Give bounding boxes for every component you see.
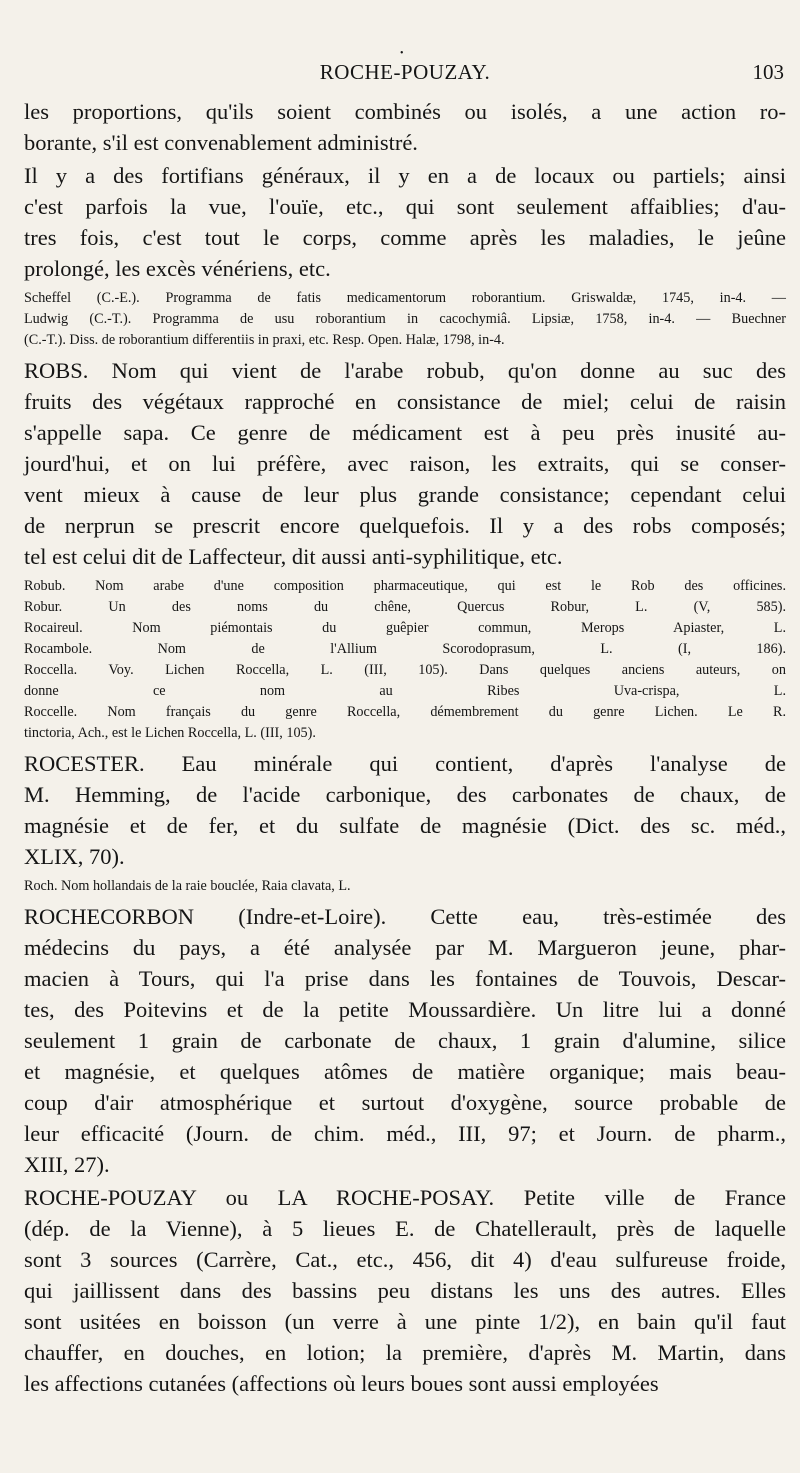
text-line: c'est parfois la vue, l'ouïe, etc., qui sont seulement affaiblies; d'au-	[24, 194, 786, 219]
text-line: ROCHECORBON (Indre-et-Loire). Cette eau, très-estimée des	[24, 904, 786, 929]
text-line: Roch. Nom hollandais de la raie bouclée, Raia clavata, L.	[24, 878, 351, 894]
page-header	[24, 48, 786, 90]
text-line: Robub. Nom arabe d'une composition pharmaceutique, qui est le Rob des officines.	[24, 578, 786, 594]
text-line: les affections cutanées (affections où leurs boues sont aussi employées	[24, 1371, 659, 1396]
text-line: sont usitées en boisson (un verre à une pinte 1/2), en bain qu'il faut	[24, 1309, 786, 1334]
page-number: 103	[752, 60, 784, 84]
text-line: ROCHE-POUZAY ou LA ROCHE-POSAY. Petite ville de France	[24, 1185, 786, 1210]
text-line: M. Hemming, de l'acide carbonique, des carbonates de chaux, de	[24, 782, 786, 807]
text-line: ROBS. Nom qui vient de l'arabe robub, qu'on donne au suc des	[24, 358, 786, 383]
text-line: tel est celui dit de Laffecteur, dit aussi anti-syphilitique, etc.	[24, 544, 563, 569]
text-line: s'appelle sapa. Ce genre de médicament est à peu près inusité au-	[24, 420, 786, 445]
text-line: Rocambole. Nom de l'Allium Scorodoprasum, L. (I, 186).	[24, 641, 786, 657]
text-line: tinctoria, Ach., est le Lichen Roccella, L. (III, 105).	[24, 725, 316, 741]
text-line: Ludwig (C.-T.). Programma de usu roborantium in cacochymiâ. Lipsiæ, 1758, in-4. — Buechner	[24, 311, 786, 327]
text-line: Roccella. Voy. Lichen Roccella, L. (III, 105). Dans quelques anciens auteurs, on	[24, 662, 786, 678]
text-line: Robur. Un des noms du chêne, Quercus Robur, L. (V, 585).	[24, 599, 786, 615]
text-line: macien à Tours, qui l'a prise dans les fontaines de Touvois, Descar-	[24, 966, 786, 991]
running-title: ROCHE-POUZAY.	[319, 60, 491, 84]
text-line: vent mieux à cause de leur plus grande consistance; cependant celui	[24, 482, 786, 507]
text-line: seulement 1 grain de carbonate de chaux, 1 grain d'alumine, silice	[24, 1028, 786, 1053]
text-line: borante, s'il est convenablement administré.	[24, 130, 418, 155]
paragraph-roch	[24, 876, 786, 897]
paragraph-rocester	[24, 748, 786, 872]
text-line: coup d'air atmosphérique et surtout d'oxygène, source probable de	[24, 1090, 786, 1115]
text-line: et magnésie, et quelques atômes de matière organique; mais beau-	[24, 1059, 786, 1084]
text-line: sont 3 sources (Carrère, Cat., etc., 456, dit 4) d'eau sulfureuse froide,	[24, 1247, 786, 1272]
text-line: les proportions, qu'ils soient combinés ou isolés, a une action ro-	[24, 99, 786, 124]
text-line: Scheffel (C.-E.). Programma de fatis medicamentorum roborantium. Griswaldæ, 1745, in-4. —	[24, 290, 786, 306]
text-line: prolongé, les excès vénériens, etc.	[24, 256, 331, 281]
paragraph-rochecorbon	[24, 901, 786, 1180]
text-line: tes, des Poitevins et de la petite Moussardière. Un litre lui a donné	[24, 997, 786, 1022]
paragraph-intro	[24, 96, 786, 158]
paragraph-definitions	[24, 576, 786, 744]
text-line: de nerprun se prescrit encore quelquefois. Il y a des robs composés;	[24, 513, 786, 538]
paragraph-robs	[24, 355, 786, 572]
text-line: (dép. de la Vienne), à 5 lieues E. de Chatellerault, près de laquelle	[24, 1216, 786, 1241]
text-line: leur efficacité (Journ. de chim. méd., III, 97; et Journ. de pharm.,	[24, 1121, 786, 1146]
paragraph-biblio	[24, 288, 786, 351]
text-line: médecins du pays, a été analysée par M. Margueron jeune, phar-	[24, 935, 786, 960]
text-line: Il y a des fortifians généraux, il y en a de locaux ou partiels; ainsi	[24, 163, 786, 188]
text-line: magnésie et de fer, et du sulfate de magnésie (Dict. des sc. méd.,	[24, 813, 786, 838]
header-dot: •	[400, 48, 404, 59]
text-line: qui jaillissent dans des bassins peu distans les uns des autres. Elles	[24, 1278, 786, 1303]
paragraph-roche-pouzay	[24, 1182, 786, 1399]
text-line: tres fois, c'est tout le corps, comme après les maladies, le jeûne	[24, 225, 786, 250]
text-line: (C.-T.). Diss. de roborantium differentiis in praxi, etc. Resp. Open. Halæ, 1798, in-4.	[24, 332, 505, 348]
paragraph-fortifians	[24, 160, 786, 284]
text-line: ROCESTER. Eau minérale qui contient, d'après l'analyse de	[24, 751, 786, 776]
page-body	[24, 94, 786, 1399]
text-line: Rocaireul. Nom piémontais du guêpier commun, Merops Apiaster, L.	[24, 620, 786, 636]
text-line: donne ce nom au Ribes Uva-crispa, L.	[24, 683, 786, 699]
text-line: XLIX, 70).	[24, 844, 125, 869]
text-line: XIII, 27).	[24, 1152, 110, 1177]
text-line: Roccelle. Nom français du genre Roccella, démembrement du genre Lichen. Le R.	[24, 704, 786, 720]
text-line: jourd'hui, et on lui préfère, avec raison, les extraits, qui se conser-	[24, 451, 786, 476]
text-line: chauffer, en douches, en lotion; la première, d'après M. Martin, dans	[24, 1340, 786, 1365]
text-line: fruits des végétaux rapproché en consistance de miel; celui de raisin	[24, 389, 786, 414]
